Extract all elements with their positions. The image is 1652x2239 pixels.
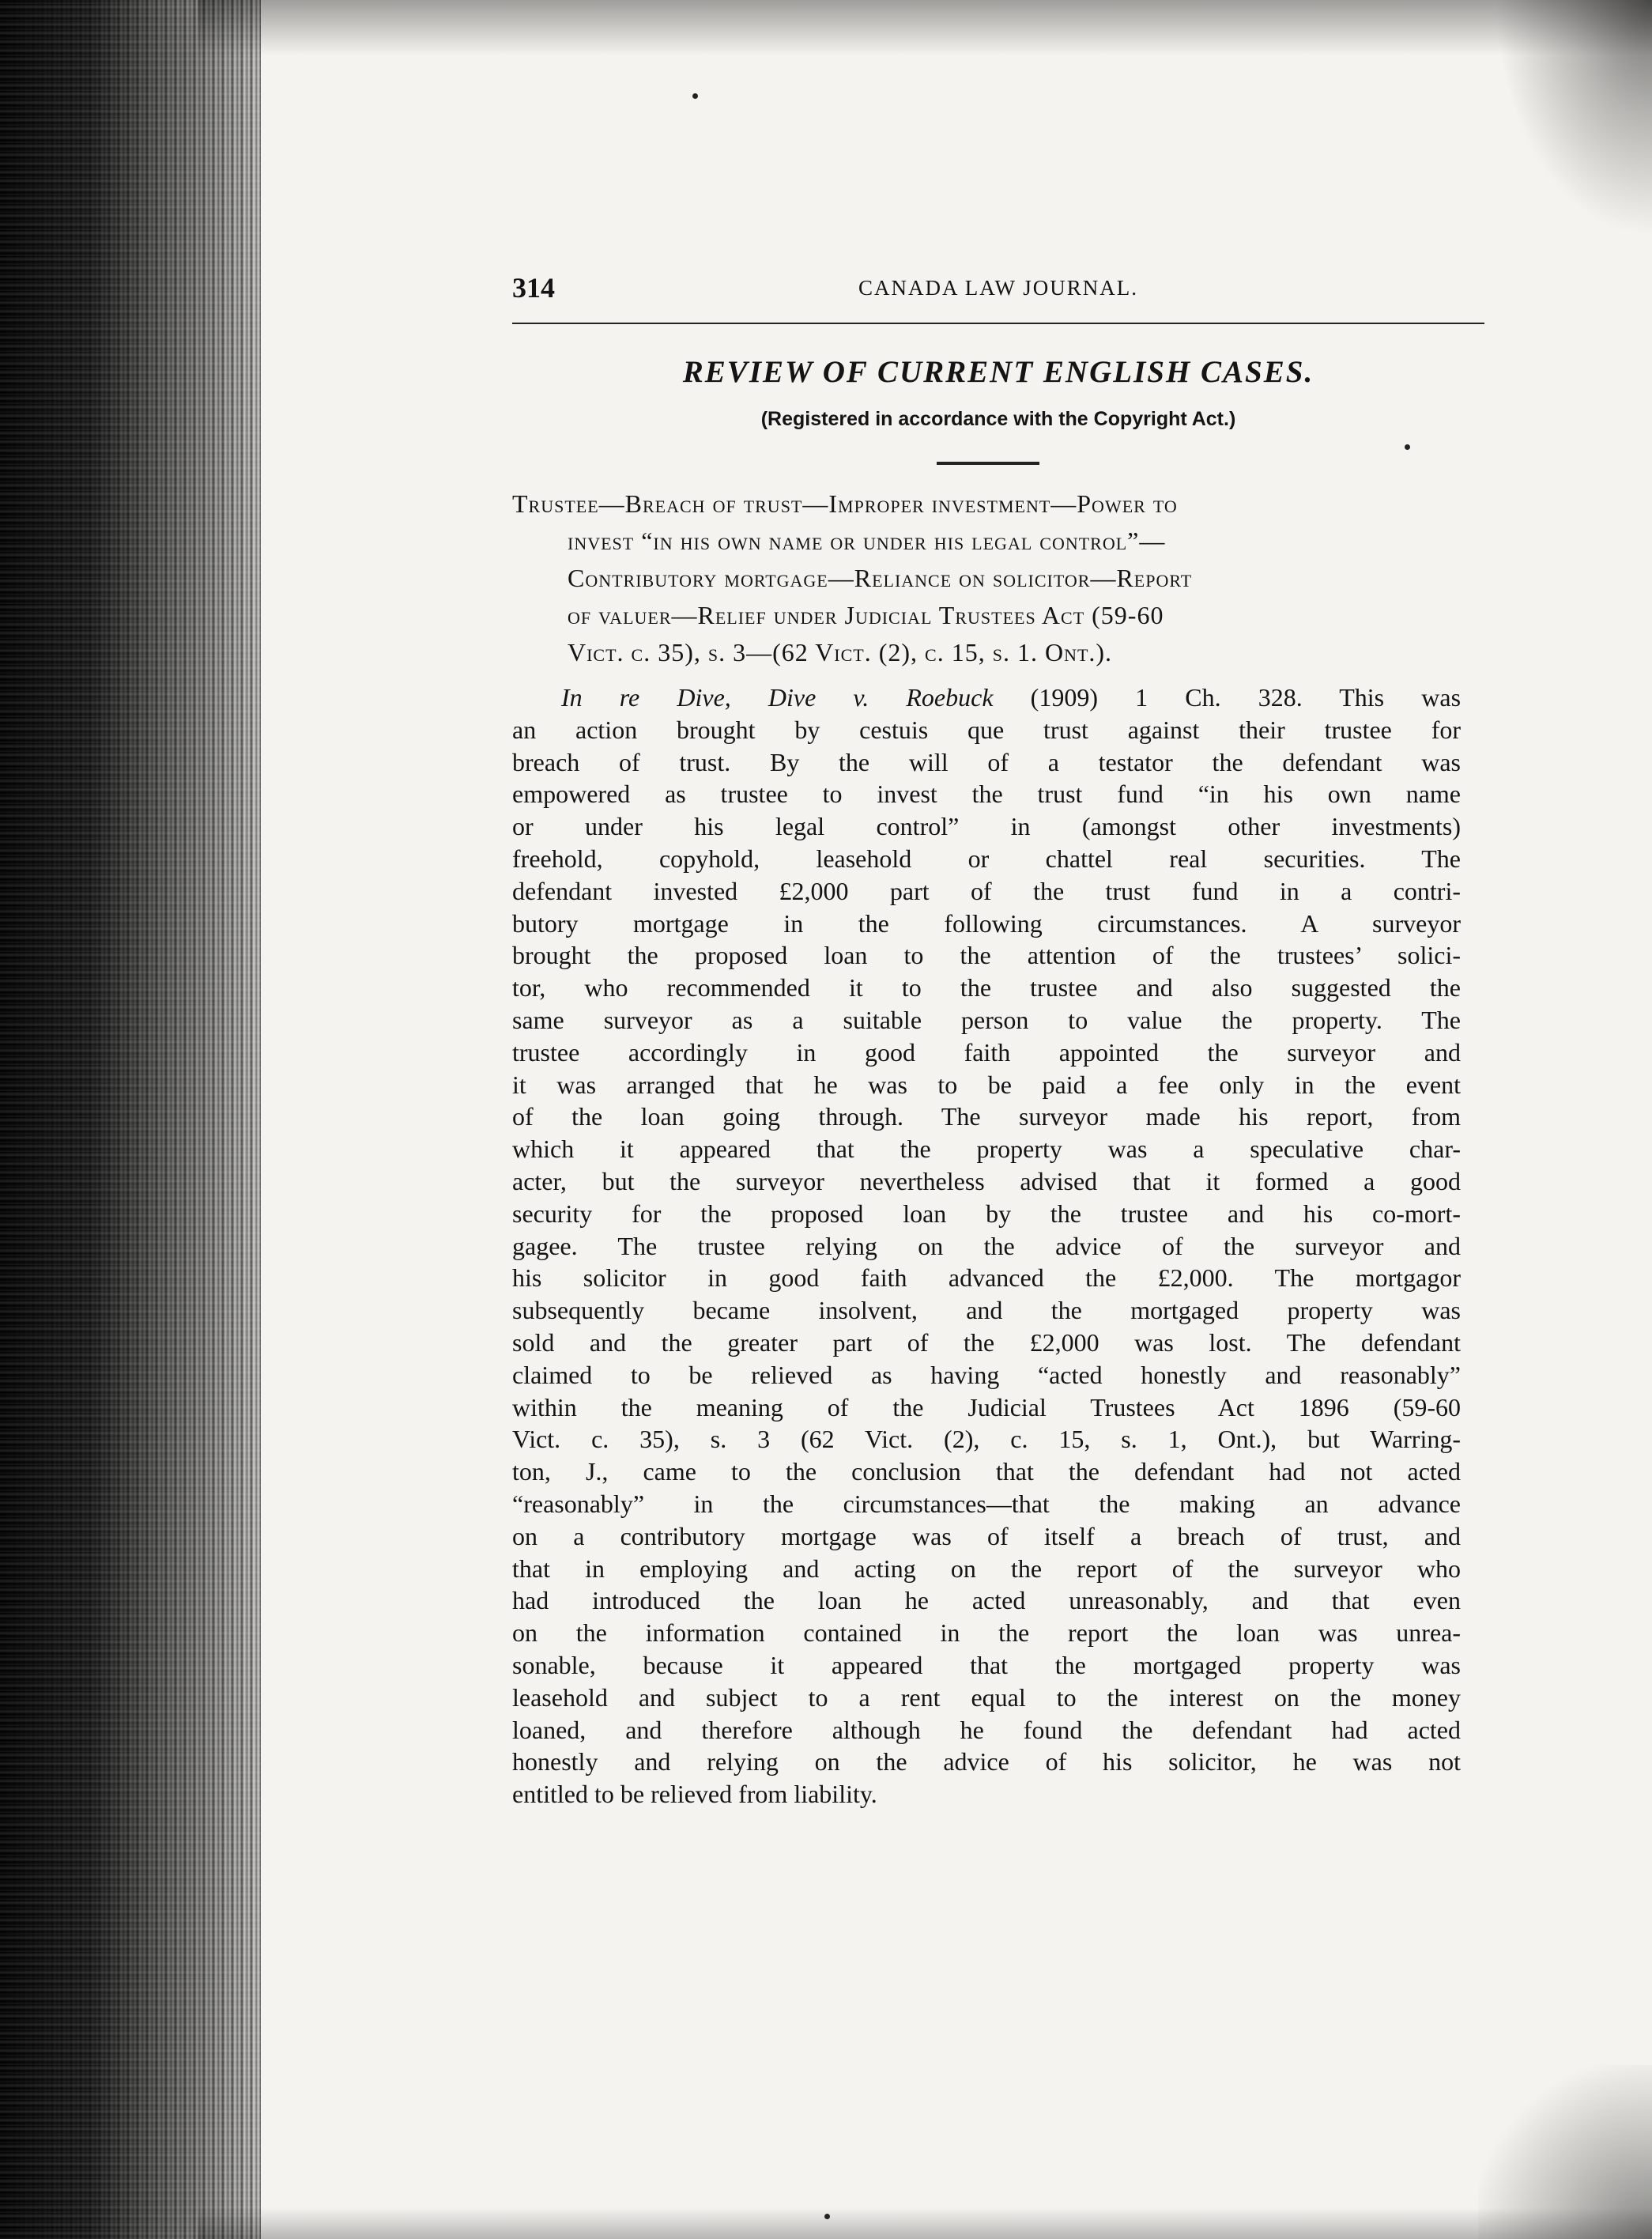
headnote-line: Contributory mortgage—Reliance on solicitor—Report [568,564,1193,592]
short-rule [937,462,1039,465]
case-name: In re Dive, Dive v. Roebuck [561,683,994,712]
body-line: gagee. The trustee relying on the advice of the surveyor and [512,1231,1461,1260]
body-line: leasehold and subject to a rent equal to the interest on the money [512,1682,1461,1712]
body-line: defendant invested £2,000 part of the trust fund in a contri- [512,876,1461,905]
body-line: trustee accordingly in good faith appointed the surveyor and [512,1037,1461,1067]
body-line: “reasonably” in the circumstances—that the making an advance [512,1489,1461,1518]
body-line: or under his legal control” in (amongst other investments) [512,812,1461,841]
body-line: sold and the greater part of the £2,000 was lost. The defendant [512,1327,1461,1357]
body-line: on a contributory mortgage was of itself a breach of trust, and [512,1521,1461,1550]
headnote-line: Trustee—Breach of trust—Improper investment—Power to [512,489,1178,518]
headnote-line: invest “in his own name or under his legal control”— [568,527,1166,555]
body-line: butory mortgage in the following circumstances. A surveyor [512,908,1461,938]
top-edge-shadow [198,0,1652,55]
body-line: it was arranged that he was to be paid a fee only in the event [512,1070,1461,1099]
running-head: CANADA LAW JOURNAL. [858,276,1139,300]
body-line: acter, but the surveyor nevertheless advised that it formed a good [512,1166,1461,1195]
stray-mark [824,2214,830,2219]
headnote-line: of valuer—Relief under Judicial Trustees Act (59-60 [568,601,1164,629]
body-line: breach of trust. By the will of a testator the defendant was [512,747,1461,776]
body-line: freehold, copyhold, leasehold or chattel real securities. The [512,844,1461,873]
headnote-line: Vict. c. 35), s. 3—(62 Vict. (2), c. 15, s. 1. Ont.). [568,638,1113,666]
body-first-line [512,682,1461,714]
copyright-note: (Registered in accordance with the Copyright Act.) [760,408,1236,430]
page-header [512,271,1484,303]
case-body [512,682,1461,1810]
case-headnote [512,485,1461,671]
body-line: tor, who recommended it to the trustee and also suggested the [512,973,1461,1002]
body-line: security for the proposed loan by the trustee and his co-mort- [512,1199,1461,1228]
body-line: had introduced the loan he acted unreasonably, and that even [512,1586,1461,1615]
page-number: 314 [512,272,555,304]
body-line: honestly and relying on the advice of his solicitor, he was not [512,1747,1461,1776]
body-line: sonable, because it appeared that the mortgaged property was [512,1650,1461,1679]
body-text-fragment: This was [1302,683,1462,712]
stray-mark [692,93,698,99]
corner-shadow-top-right [1494,0,1652,237]
body-line: ton, J., came to the conclusion that the defendant had not acted [512,1457,1461,1486]
case-reference: (1909) 1 Ch. 328. [993,683,1303,712]
section-title: REVIEW OF CURRENT ENGLISH CASES. [682,355,1314,389]
body-line: his solicitor in good faith advanced the £2,000. The mortgagor [512,1263,1461,1293]
stray-mark [1405,444,1410,450]
body-line: entitled to be relieved from liability. [512,1780,877,1809]
body-line: that in employing and acting on the report of the surveyor who [512,1554,1461,1583]
body-line: brought the proposed loan to the attention of the trustees’ solici- [512,941,1461,970]
body-line: empowered as trustee to invest the trust fund “in his own name [512,780,1461,809]
body-line: same surveyor as a suitable person to value the property. The [512,1005,1461,1034]
body-line: claimed to be relieved as having “acted honestly and reasonably” [512,1360,1461,1389]
header-rule [512,323,1484,324]
body-line: within the meaning of the Judicial Trustees Act 1896 (59-60 [512,1392,1461,1422]
body-line: subsequently became insolvent, and the mortgaged property was [512,1296,1461,1325]
body-line: Vict. c. 35), s. 3 (62 Vict. (2), c. 15, s. 1, Ont.), but Warring- [512,1425,1461,1454]
body-line: loaned, and therefore although he found the defendant had acted [512,1715,1461,1744]
body-line: of the loan going through. The surveyor made his report, from [512,1102,1461,1131]
body-line: an action brought by cestuis que trust against their trustee for [512,715,1461,744]
bottom-edge-shadow [198,2207,1652,2239]
binding-speckle [0,0,261,2239]
body-line: which it appeared that the property was a speculative char- [512,1135,1461,1164]
body-line: on the information contained in the report the loan was unrea- [512,1618,1461,1648]
